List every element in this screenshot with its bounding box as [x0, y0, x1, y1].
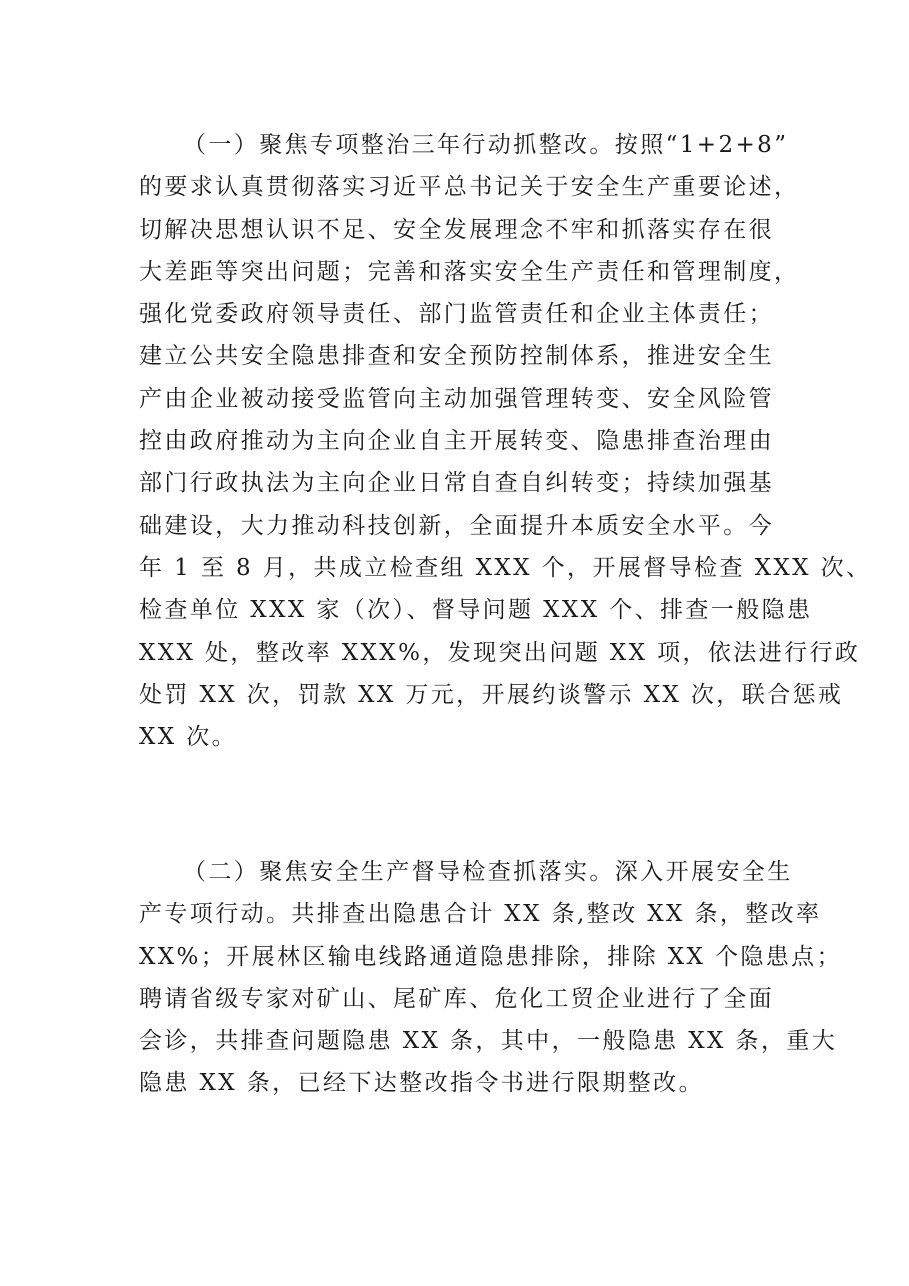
paragraph-line: 隐患 XX 条，已经下达整改指令书进行限期整改。: [139, 1070, 704, 1097]
paragraph-line: 切解决思想认识不足、安全发展理念不牢和抓落实存在很: [139, 216, 774, 243]
paragraph-line: 的要求认真贯彻落实习近平总书记关于安全生产重要论述，: [139, 174, 800, 201]
paragraph-line: 检查单位 XXX 家（次）、督导问题 XXX 个、排查一般隐患: [139, 597, 813, 624]
paragraph-line: 产专项行动。共排查出隐患合计 XX 条,整改 XX 条，整改率: [139, 901, 822, 928]
paragraph-line: XXX 处，整改率 XXX%，发现突出问题 XX 项，依法进行行政: [139, 639, 861, 666]
paragraph-line: （二）聚焦安全生产督导检查抓落实。深入开展安全生: [183, 859, 793, 885]
paragraph-line: 部门行政执法为主向企业日常自查自纠转变；持续加强基: [139, 470, 774, 497]
paragraph-line: 产由企业被动接受监管向主动加强管理转变、安全风险管: [139, 385, 774, 412]
paragraph-line: XX 次。: [139, 724, 238, 751]
paragraph-line: 建立公共安全隐患排查和安全预防控制体系，推进安全生: [139, 343, 774, 370]
paragraph-2: [139, 851, 842, 1105]
paragraph-line: 础建设，大力推动科技创新，全面提升本质安全水平。今: [139, 512, 774, 539]
paragraph-line: 控由政府推动为主向企业自主开展转变、隐患排查治理由: [139, 428, 774, 455]
paragraph-line: 处罚 XX 次，罚款 XX 万元，开展约谈警示 XX 次，联合惩戒: [139, 681, 844, 708]
paragraph-line: 聘请省级专家对矿山、尾矿库、危化工贸企业进行了全面: [139, 985, 774, 1012]
paragraph-line: （一）聚焦专项整治三年行动抓整改。按照“1+2+8”: [183, 132, 789, 158]
paragraph-line: 年 1 至 8 月，共成立检查组 XXX 个，开展督导检查 XXX 次、: [139, 554, 872, 581]
paragraph-line: 大差距等突出问题；完善和落实安全生产责任和管理制度，: [139, 258, 800, 285]
paragraph-line: 会诊，共排查问题隐患 XX 条，其中，一般隐患 XX 条，重大: [139, 1028, 838, 1055]
paragraph-line: XX%；开展林区输电线路通道隐患排除，排除 XX 个隐患点；: [139, 943, 842, 970]
paragraph-1: [139, 124, 872, 758]
paragraph-line: 强化党委政府领导责任、部门监管责任和企业主体责任；: [139, 301, 774, 328]
